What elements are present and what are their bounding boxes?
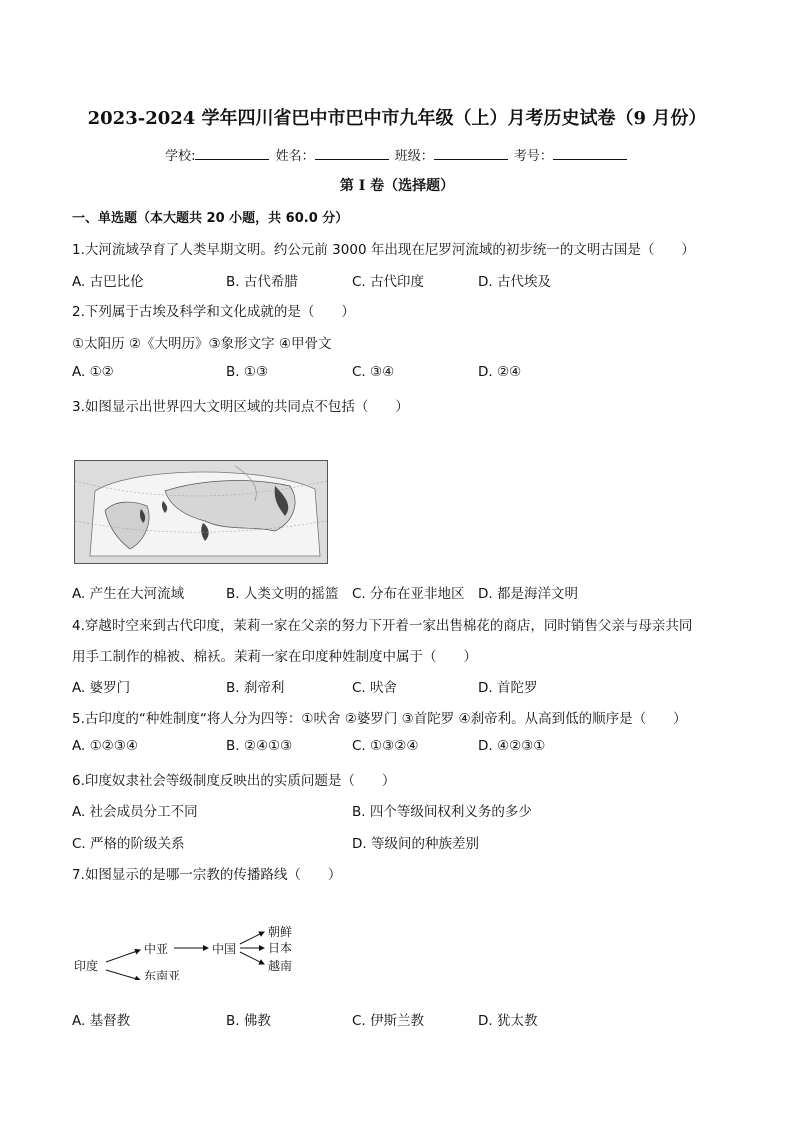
- q2-option-a[interactable]: A. ①②: [72, 364, 114, 380]
- section-heading: 一、单选题（本大题共 20 小题，共 60.0 分）: [72, 211, 349, 226]
- q1-option-d[interactable]: D. 古代埃及: [478, 274, 551, 290]
- number-label: 考号：: [513, 149, 553, 164]
- q6-option-a[interactable]: A. 社会成员分工不同: [72, 804, 198, 820]
- question-4-stem: 4.穿越时空来到古代印度，茉莉一家在父亲的努力下开着一家出售棉花的商店，同时销售父亲与母亲共同: [72, 618, 693, 634]
- q2-option-c[interactable]: C. ③④: [352, 364, 395, 380]
- q7-option-c[interactable]: C. 伊斯兰教: [352, 1013, 425, 1029]
- q4-option-c[interactable]: C. 吠舍: [352, 680, 398, 696]
- flow-korea: 朝鲜: [268, 925, 293, 939]
- q1-option-c[interactable]: C. 古代印度: [352, 274, 425, 290]
- question-7-stem: 7.如图显示的是哪一宗教的传播路线（ ）: [72, 867, 342, 883]
- q3-option-b[interactable]: B. 人类文明的摇篮: [226, 586, 339, 602]
- q4-option-d[interactable]: D. 首陀罗: [478, 680, 538, 696]
- q2-option-b[interactable]: B. ①③: [226, 364, 269, 380]
- q7-option-b[interactable]: B. 佛教: [226, 1013, 271, 1029]
- class-label: 班级：: [394, 149, 434, 164]
- flow-vietnam: 越南: [268, 959, 293, 973]
- question-5-stem: 5.古印度的“种姓制度“将人分为四等：①吠舍 ②婆罗门 ③首陀罗 ④刹帝利。从高到低的顺序是（ ）: [72, 711, 687, 727]
- q5-option-a[interactable]: A. ①②③④: [72, 738, 138, 754]
- buddhism-spread-diagram: [72, 920, 312, 980]
- q4-option-b[interactable]: B. 刹帝利: [226, 680, 285, 696]
- school-label: 学校:: [165, 149, 196, 164]
- q1-option-b[interactable]: B. 古代希腊: [226, 274, 298, 290]
- q7-option-d[interactable]: D. 犹太教: [478, 1013, 538, 1029]
- q3-option-d[interactable]: D. 都是海洋文明: [478, 586, 578, 602]
- q1-option-a[interactable]: A. 古巴比伦: [72, 274, 144, 290]
- question-1-stem: 1.大河流域孕育了人类早期文明。约公元前 3000 年出现在尼罗河流域的初步统一的文明古国是（ ）: [72, 242, 695, 258]
- question-2-items: ①太阳历 ②《大明历》③象形文字 ④甲骨文: [72, 336, 332, 352]
- number-blank[interactable]: [553, 147, 627, 160]
- name-label: 姓名：: [275, 149, 315, 164]
- q5-option-d[interactable]: D. ④②③①: [478, 738, 546, 754]
- q5-option-b[interactable]: B. ②④①③: [226, 738, 293, 754]
- school-blank[interactable]: [195, 147, 269, 160]
- q3-option-a[interactable]: A. 产生在大河流域: [72, 586, 185, 602]
- q2-option-d[interactable]: D. ②④: [478, 364, 522, 380]
- flow-origin: 印度: [74, 959, 99, 973]
- world-civilizations-map: [74, 460, 328, 564]
- question-4-stem-cont: 用手工制作的棉被、棉袄。茉莉一家在印度种姓制度中属于（ ）: [72, 649, 477, 665]
- part-title: 第 I 卷（选择题）: [339, 178, 455, 194]
- q3-option-c[interactable]: C. 分布在亚非地区: [352, 586, 465, 602]
- flow-central-asia: 中亚: [144, 942, 169, 956]
- question-2-stem: 2.下列属于古埃及科学和文化成就的是（ ）: [72, 304, 355, 320]
- q6-option-c[interactable]: C. 严格的阶级关系: [72, 836, 185, 852]
- question-3-stem: 3.如图显示出世界四大文明区域的共同点不包括（ ）: [72, 399, 409, 415]
- q6-option-d[interactable]: D. 等级间的种族差别: [352, 836, 479, 852]
- q4-option-a[interactable]: A. 婆罗门: [72, 680, 131, 696]
- flow-japan: 日本: [268, 941, 293, 955]
- class-blank[interactable]: [434, 147, 508, 160]
- q5-option-c[interactable]: C. ①③②④: [352, 738, 419, 754]
- flow-china: 中国: [212, 942, 237, 956]
- q6-option-b[interactable]: B. 四个等级间权利义务的多少: [352, 804, 532, 820]
- exam-title: 2023-2024 学年四川省巴中市巴中市九年级（上）月考历史试卷（9 月份）: [87, 108, 707, 129]
- student-info-line: [0, 145, 794, 164]
- q7-option-a[interactable]: A. 基督教: [72, 1013, 131, 1029]
- question-6-stem: 6.印度奴隶社会等级制度反映出的实质问题是（ ）: [72, 773, 396, 789]
- name-blank[interactable]: [315, 147, 389, 160]
- flow-southeast-asia: 东南亚: [144, 969, 181, 980]
